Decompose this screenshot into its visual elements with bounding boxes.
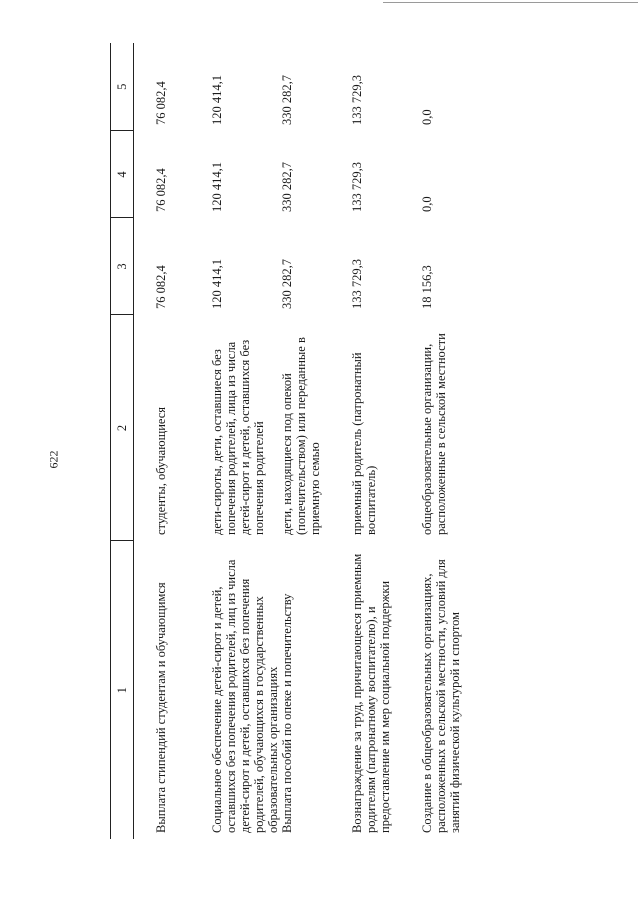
table-row xyxy=(134,43,211,839)
recipients-cell: дети-сироты, дети, оставшиеся без попечения родителей, лица из числа детей-сирот и детей, оставшихся без попечения родителей xyxy=(210,339,266,535)
rotated-table-container xyxy=(110,43,630,839)
amount-cell: 330 282,7 xyxy=(280,162,294,212)
amount-cell: 76 082,4 xyxy=(154,265,168,309)
table-row xyxy=(420,43,490,839)
page-number: 622 xyxy=(46,450,61,469)
amount-cell: 133 729,3 xyxy=(350,75,364,125)
amount-cell: 76 082,4 xyxy=(154,81,168,125)
column-header: 4 xyxy=(111,131,134,218)
amount-cell: 133 729,3 xyxy=(350,162,364,212)
column-header: 3 xyxy=(111,218,134,315)
column-header: 5 xyxy=(111,43,134,131)
recipients-cell: общеобразовательные организации, расположенные в сельской местности xyxy=(420,333,448,535)
amount-cell: 120 414,1 xyxy=(210,259,224,309)
scan-edge-line xyxy=(383,2,638,3)
expense-name-cell: Социальное обеспечение детей-сирот и детей, оставшихся без попечения родителей, лиц из числа детей-сирот и детей, оставшихся без попечения родителей, обучающихся в государственных образовательных организациях xyxy=(210,559,280,833)
column-header: 2 xyxy=(111,315,134,541)
amount-cell: 120 414,1 xyxy=(210,75,224,125)
amount-cell: 76 082,4 xyxy=(154,168,168,212)
amount-cell: 18 156,3 xyxy=(420,265,434,309)
recipients-cell: студенты, обучающиеся xyxy=(154,406,168,535)
amount-cell: 133 729,3 xyxy=(350,259,364,309)
amount-cell: 330 282,7 xyxy=(280,259,294,309)
expense-name-cell: Вознаграждение за труд, причитающееся приемным родителям (патронатному воспитателю), и предоставление им мер социальной поддержки xyxy=(350,553,392,833)
table-header-row xyxy=(111,43,134,839)
expense-name-cell: Выплата стипендий студентам и обучающимся xyxy=(154,582,168,833)
budget-table xyxy=(110,43,490,839)
amount-cell: 0,0 xyxy=(420,109,434,125)
table-row xyxy=(210,43,280,839)
table-row xyxy=(350,43,420,839)
column-header: 1 xyxy=(111,541,134,839)
recipients-cell: приемный родитель (патронатный воспитатель) xyxy=(350,352,378,535)
table-row xyxy=(280,43,350,839)
expense-name-cell: Выплата пособий по опеке и попечительству xyxy=(280,593,294,833)
amount-cell: 0,0 xyxy=(420,196,434,212)
expense-name-cell: Создание в общеобразовательных организациях, расположенных в сельской местности, условий для занятий физической культурой и спортом xyxy=(420,559,462,833)
recipients-cell: дети, находящиеся под опекой (попечительством) или переданные в приемную семью xyxy=(280,337,322,535)
amount-cell: 330 282,7 xyxy=(280,75,294,125)
amount-cell: 120 414,1 xyxy=(210,162,224,212)
